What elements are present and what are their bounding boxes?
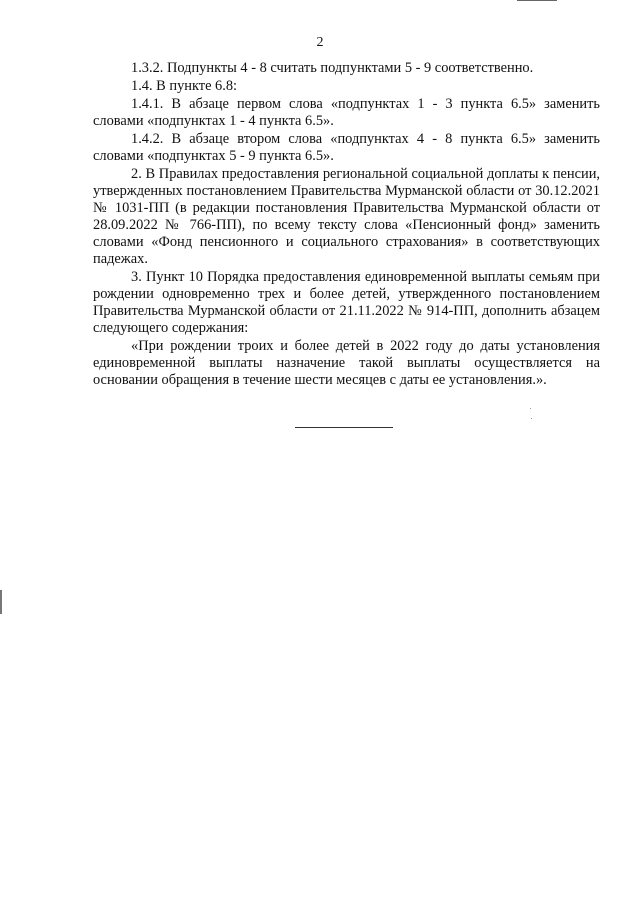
scan-artifact-top bbox=[517, 0, 557, 1]
scan-dot bbox=[530, 408, 531, 409]
page-number: 2 bbox=[316, 35, 324, 50]
paragraph-1-3-2: 1.3.2. Подпункты 4 - 8 считать подпунктами 5 - 9 соответственно. bbox=[131, 60, 534, 76]
paragraph-1-4-1: 1.4.1. В абзаце первом слова «подпунктах 1 - 3 пункта 6.5» заменить словами «подпунктах 1 - 4 пункта 6.5». bbox=[93, 96, 600, 129]
document-body bbox=[93, 60, 600, 389]
paragraph-3-quote: «При рождении троих и более детей в 2022 году до даты установления единовременной выплаты назначение такой выплаты осуществляется на основании обращения в течение шести месяцев с даты ее установления.». bbox=[93, 338, 600, 388]
paragraph-2: 2. В Правилах предоставления региональной социальной доплаты к пенсии, утвержденных постановлением Правительства Мурманской области от 30.12.2021 № 1031-ПП (в редакции постановления Правительства Мурманской области от 28.09.2022 № 766-ПП), по всему тексту слова «Пенсионный фонд» заменить словами «Фонд пенсионного и социального страхования» в соответствующих падежах. bbox=[93, 166, 600, 267]
paragraph-1-4-2: 1.4.2. В абзаце втором слова «подпунктах 4 - 8 пункта 6.5» заменить словами «подпунктах 5 - 9 пункта 6.5». bbox=[93, 131, 600, 164]
scan-dot bbox=[531, 418, 532, 419]
scan-artifact-left bbox=[0, 590, 2, 614]
paragraph-1-4: 1.4. В пункте 6.8: bbox=[131, 78, 238, 94]
paragraph-3: 3. Пункт 10 Порядка предоставления единовременной выплаты семьям при рождении одновременно трех и более детей, утвержденного постановлением Правительства Мурманской области от 21.11.2022 № 914-ПП, дополнить абзацем следующего содержания: bbox=[93, 269, 600, 336]
end-of-text-rule bbox=[295, 427, 393, 428]
